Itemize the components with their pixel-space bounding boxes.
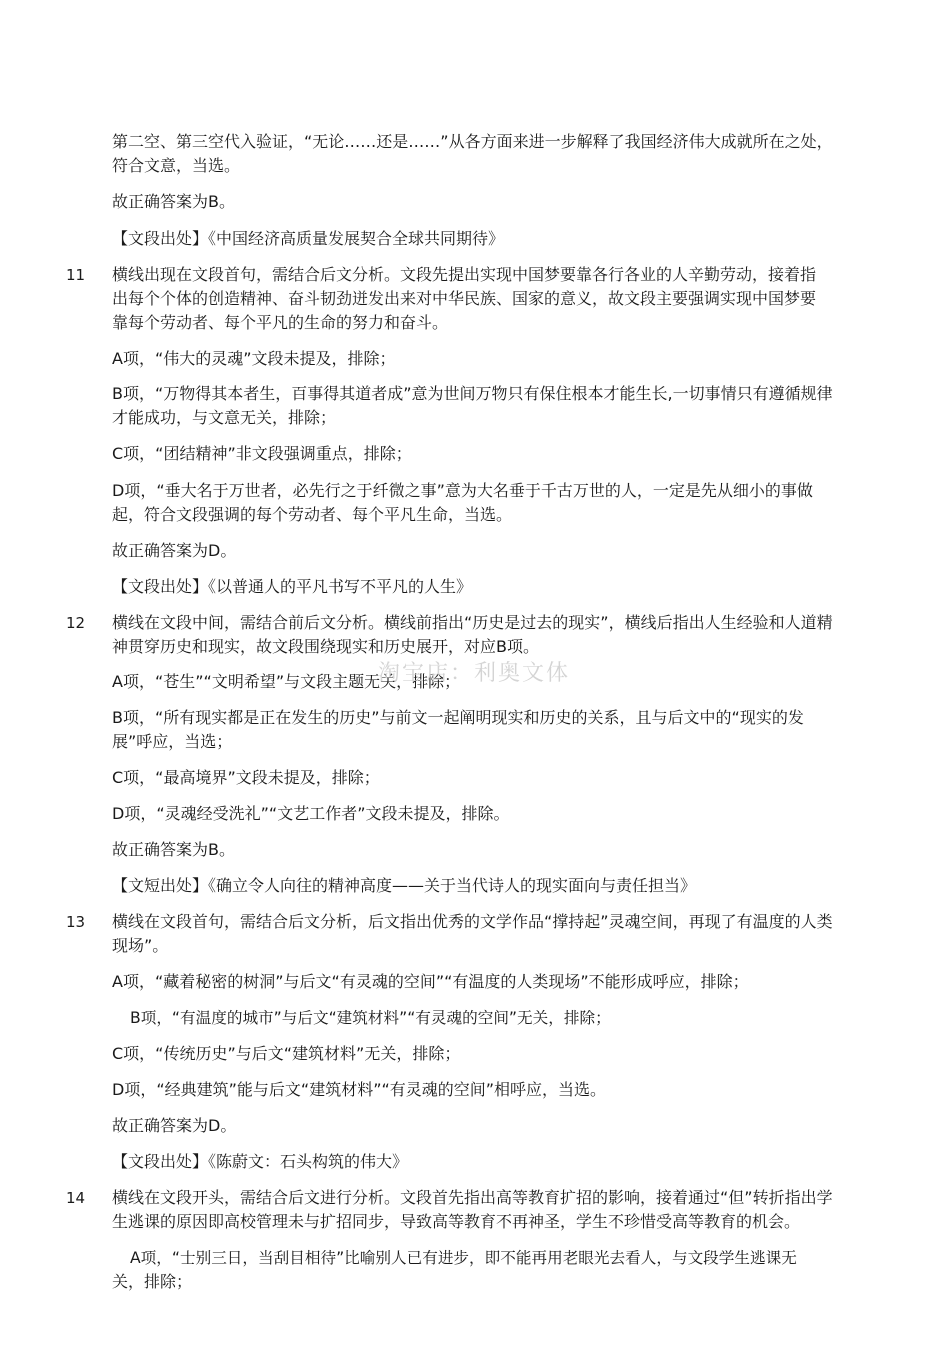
question-number: 14 bbox=[66, 1189, 86, 1207]
option-a: A项，“士别三日，当刮目相待”比喻别人已有进步，即不能再用老眼光去看人，与文段学生逃课无 bbox=[130, 1249, 797, 1267]
text-line: 横线在文段开头，需结合后文进行分析。文段首先指出高等教育扩招的影响，接着通过“但”转折指出学 bbox=[112, 1188, 833, 1207]
option-a: A项，“藏着秘密的树洞”与后文“有灵魂的空间”“有温度的人类现场”不能形成呼应，排除； bbox=[112, 972, 749, 991]
option-a: A项，“伟大的灵魂”文段未提及，排除； bbox=[112, 349, 396, 368]
text-line: 展”呼应，当选； bbox=[112, 732, 233, 751]
source-citation: 【文段出处】《以普通人的平凡书写不平凡的人生》 bbox=[112, 577, 473, 596]
text-line: 靠每个劳动者、每个平凡的生命的努力和奋斗。 bbox=[112, 313, 449, 332]
source-citation: 【文短出处】《确立令人向往的精神高度——关于当代诗人的现实面向与责任担当》 bbox=[112, 876, 697, 895]
text-line: 第二空、第三空代入验证，“无论……还是……”从各方面来进一步解释了我国经济伟大成就所在之处， bbox=[112, 132, 833, 151]
text-line: 出每个个体的创造精神、奋斗韧劲迸发出来对中华民族、国家的意义，故文段主要强调实现中国梦要 bbox=[112, 289, 817, 308]
question-number: 13 bbox=[66, 913, 86, 931]
text-line: 横线出现在文段首句，需结合后文分析。文段先提出实现中国梦要靠各行各业的人辛勤劳动，接着指 bbox=[112, 265, 817, 284]
text-line: 现场”。 bbox=[112, 936, 169, 955]
option-a: A项，“苍生”“文明希望”与文段主题无关，排除； bbox=[112, 672, 461, 691]
answer-line: 故正确答案为D。 bbox=[112, 541, 237, 560]
text-line: 关，排除； bbox=[112, 1272, 193, 1291]
text-line: 起，符合文段强调的每个劳动者、每个平凡生命，当选。 bbox=[112, 505, 513, 524]
option-b: B项，“所有现实都是正在发生的历史”与前文一起阐明现实和历史的关系，且与后文中的“现实的发 bbox=[112, 708, 804, 727]
answer-line: 故正确答案为D。 bbox=[112, 1116, 237, 1135]
text-line: 故正确答案为B。 bbox=[112, 192, 235, 211]
option-c: C项，“传统历史”与后文“建筑材料”无关，排除； bbox=[112, 1044, 461, 1063]
text-line: 横线在文段中间，需结合前后文分析。横线前指出“历史是过去的现实”，横线后指出人生经验和人道精 bbox=[112, 613, 833, 632]
option-b: B项，“万物得其本者生，百事得其道者成”意为世间万物只有保住根本才能生长,一切事情只有遵循规律 bbox=[112, 384, 833, 403]
text-line: 神贯穿历史和现实，故文段围绕现实和历史展开，对应B项。 bbox=[112, 637, 539, 656]
question-number: 11 bbox=[66, 266, 86, 284]
option-c: C项，“团结精神”非文段强调重点，排除； bbox=[112, 444, 412, 463]
option-c: C项，“最高境界”文段未提及，排除； bbox=[112, 768, 380, 787]
source-citation: 【文段出处】《中国经济高质量发展契合全球共同期待》 bbox=[112, 229, 505, 248]
option-b: B项，“有温度的城市”与后文“建筑材料”“有灵魂的空间”无关，排除； bbox=[130, 1009, 611, 1027]
option-d: D项，“经典建筑”能与后文“建筑材料”“有灵魂的空间”相呼应，当选。 bbox=[112, 1080, 607, 1099]
option-d: D项，“灵魂经受洗礼”“文艺工作者”文段未提及，排除。 bbox=[112, 804, 510, 823]
question-number: 12 bbox=[66, 614, 86, 632]
answer-line: 故正确答案为B。 bbox=[112, 840, 235, 859]
text-line: 横线在文段首句，需结合后文分析，后文指出优秀的文学作品“撑持起”灵魂空间，再现了有温度的人类 bbox=[112, 912, 833, 931]
source-citation: 【文段出处】《陈蔚文：石头构筑的伟大》 bbox=[112, 1152, 409, 1171]
text-line: 生逃课的原因即高校管理未与扩招同步，导致高等教育不再神圣，学生不珍惜受高等教育的机会。 bbox=[112, 1212, 801, 1231]
option-d: D项，“垂大名于万世者，必先行之于纤微之事”意为大名垂于千古万世的人，一定是先从细小的事做 bbox=[112, 481, 813, 500]
text-line: 才能成功，与文意无关，排除； bbox=[112, 408, 337, 427]
watermark: 淘宝店：利奥文体 bbox=[378, 661, 571, 686]
text-line: 符合文意，当选。 bbox=[112, 156, 241, 175]
